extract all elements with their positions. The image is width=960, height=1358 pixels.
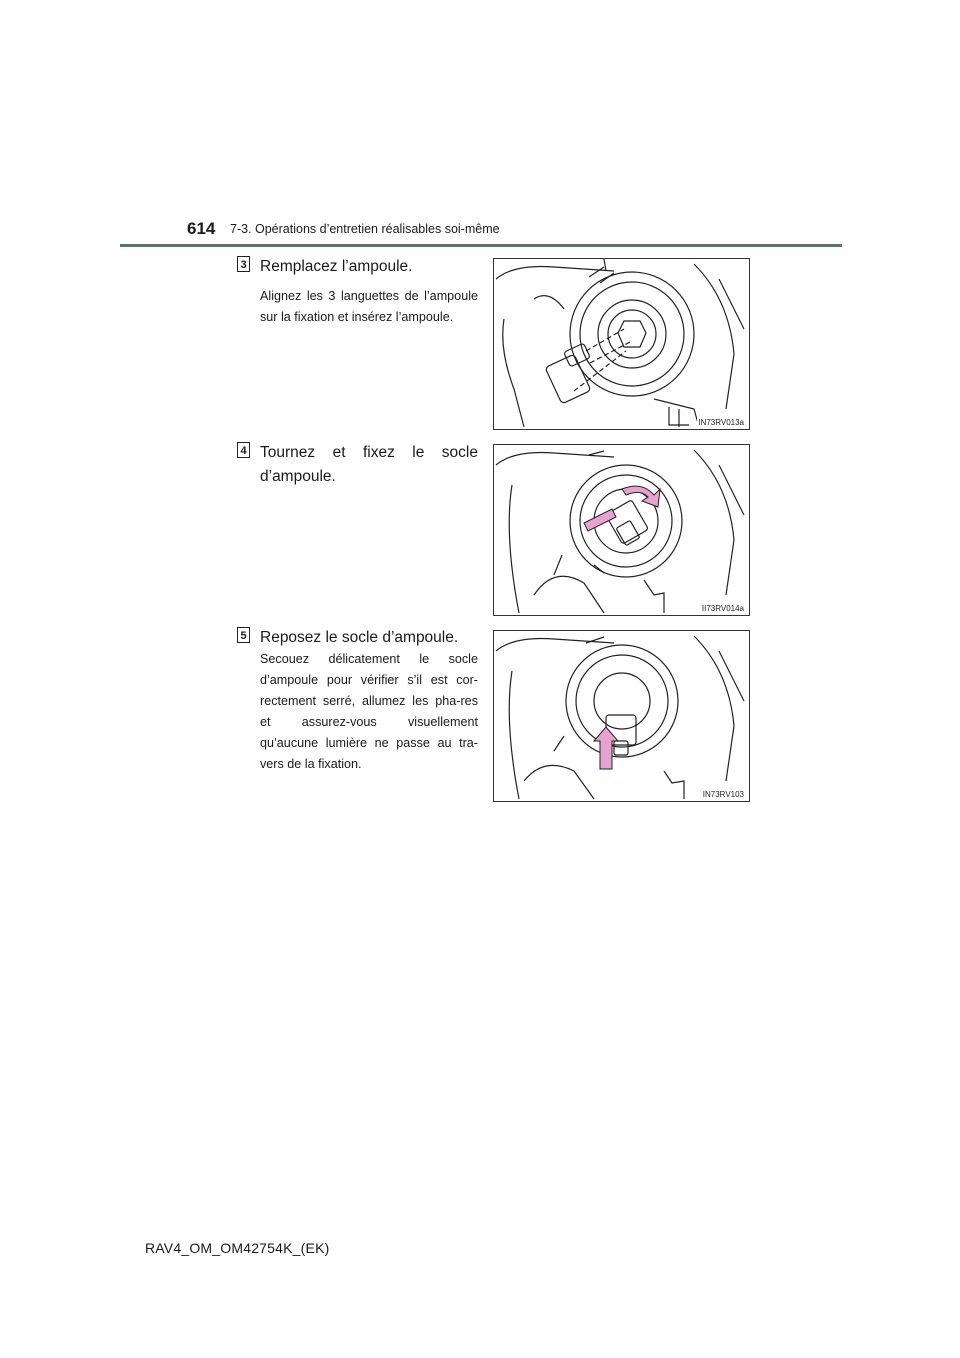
step-description: Secouez délicatement le socle d’ampoule pour vérifier s’il est cor-rectement serré, allumez les pha-res et assurez-vous visuellement qu’aucune lumière ne passe au tra-vers de la fixation. (260, 652, 478, 771)
figure-code: IN73RV013a (698, 418, 744, 427)
step-number: 3 (237, 256, 250, 272)
section-title: 7-3. Opérations d’entretien réalisables soi-même (230, 222, 500, 236)
figure-replace-bulb (493, 258, 750, 430)
document-code: RAV4_OM_OM42754K_(EK) (145, 1240, 330, 1256)
step-number: 4 (237, 442, 250, 458)
step-title: Remplacez l’ampoule. (260, 258, 413, 275)
headlamp-illustration (494, 631, 749, 801)
step-title: Reposez le socle d’ampoule. (260, 629, 459, 646)
headlamp-illustration (494, 445, 749, 615)
figure-turn-socket (493, 444, 750, 616)
step-number: 5 (237, 627, 250, 643)
figure-reinstall-socket (493, 630, 750, 802)
header-rule (120, 244, 842, 247)
headlamp-illustration (494, 259, 749, 429)
page-number: 614 (187, 219, 216, 238)
figure-code: II73RV014a (701, 604, 744, 613)
figure-code: IN73RV103 (702, 790, 744, 799)
step-description: Alignez les 3 languettes de l’ampoule sur la fixation et insérez l’ampoule. (260, 289, 478, 324)
step-title: Tournez et fixez le socle d’ampoule. (260, 444, 478, 485)
